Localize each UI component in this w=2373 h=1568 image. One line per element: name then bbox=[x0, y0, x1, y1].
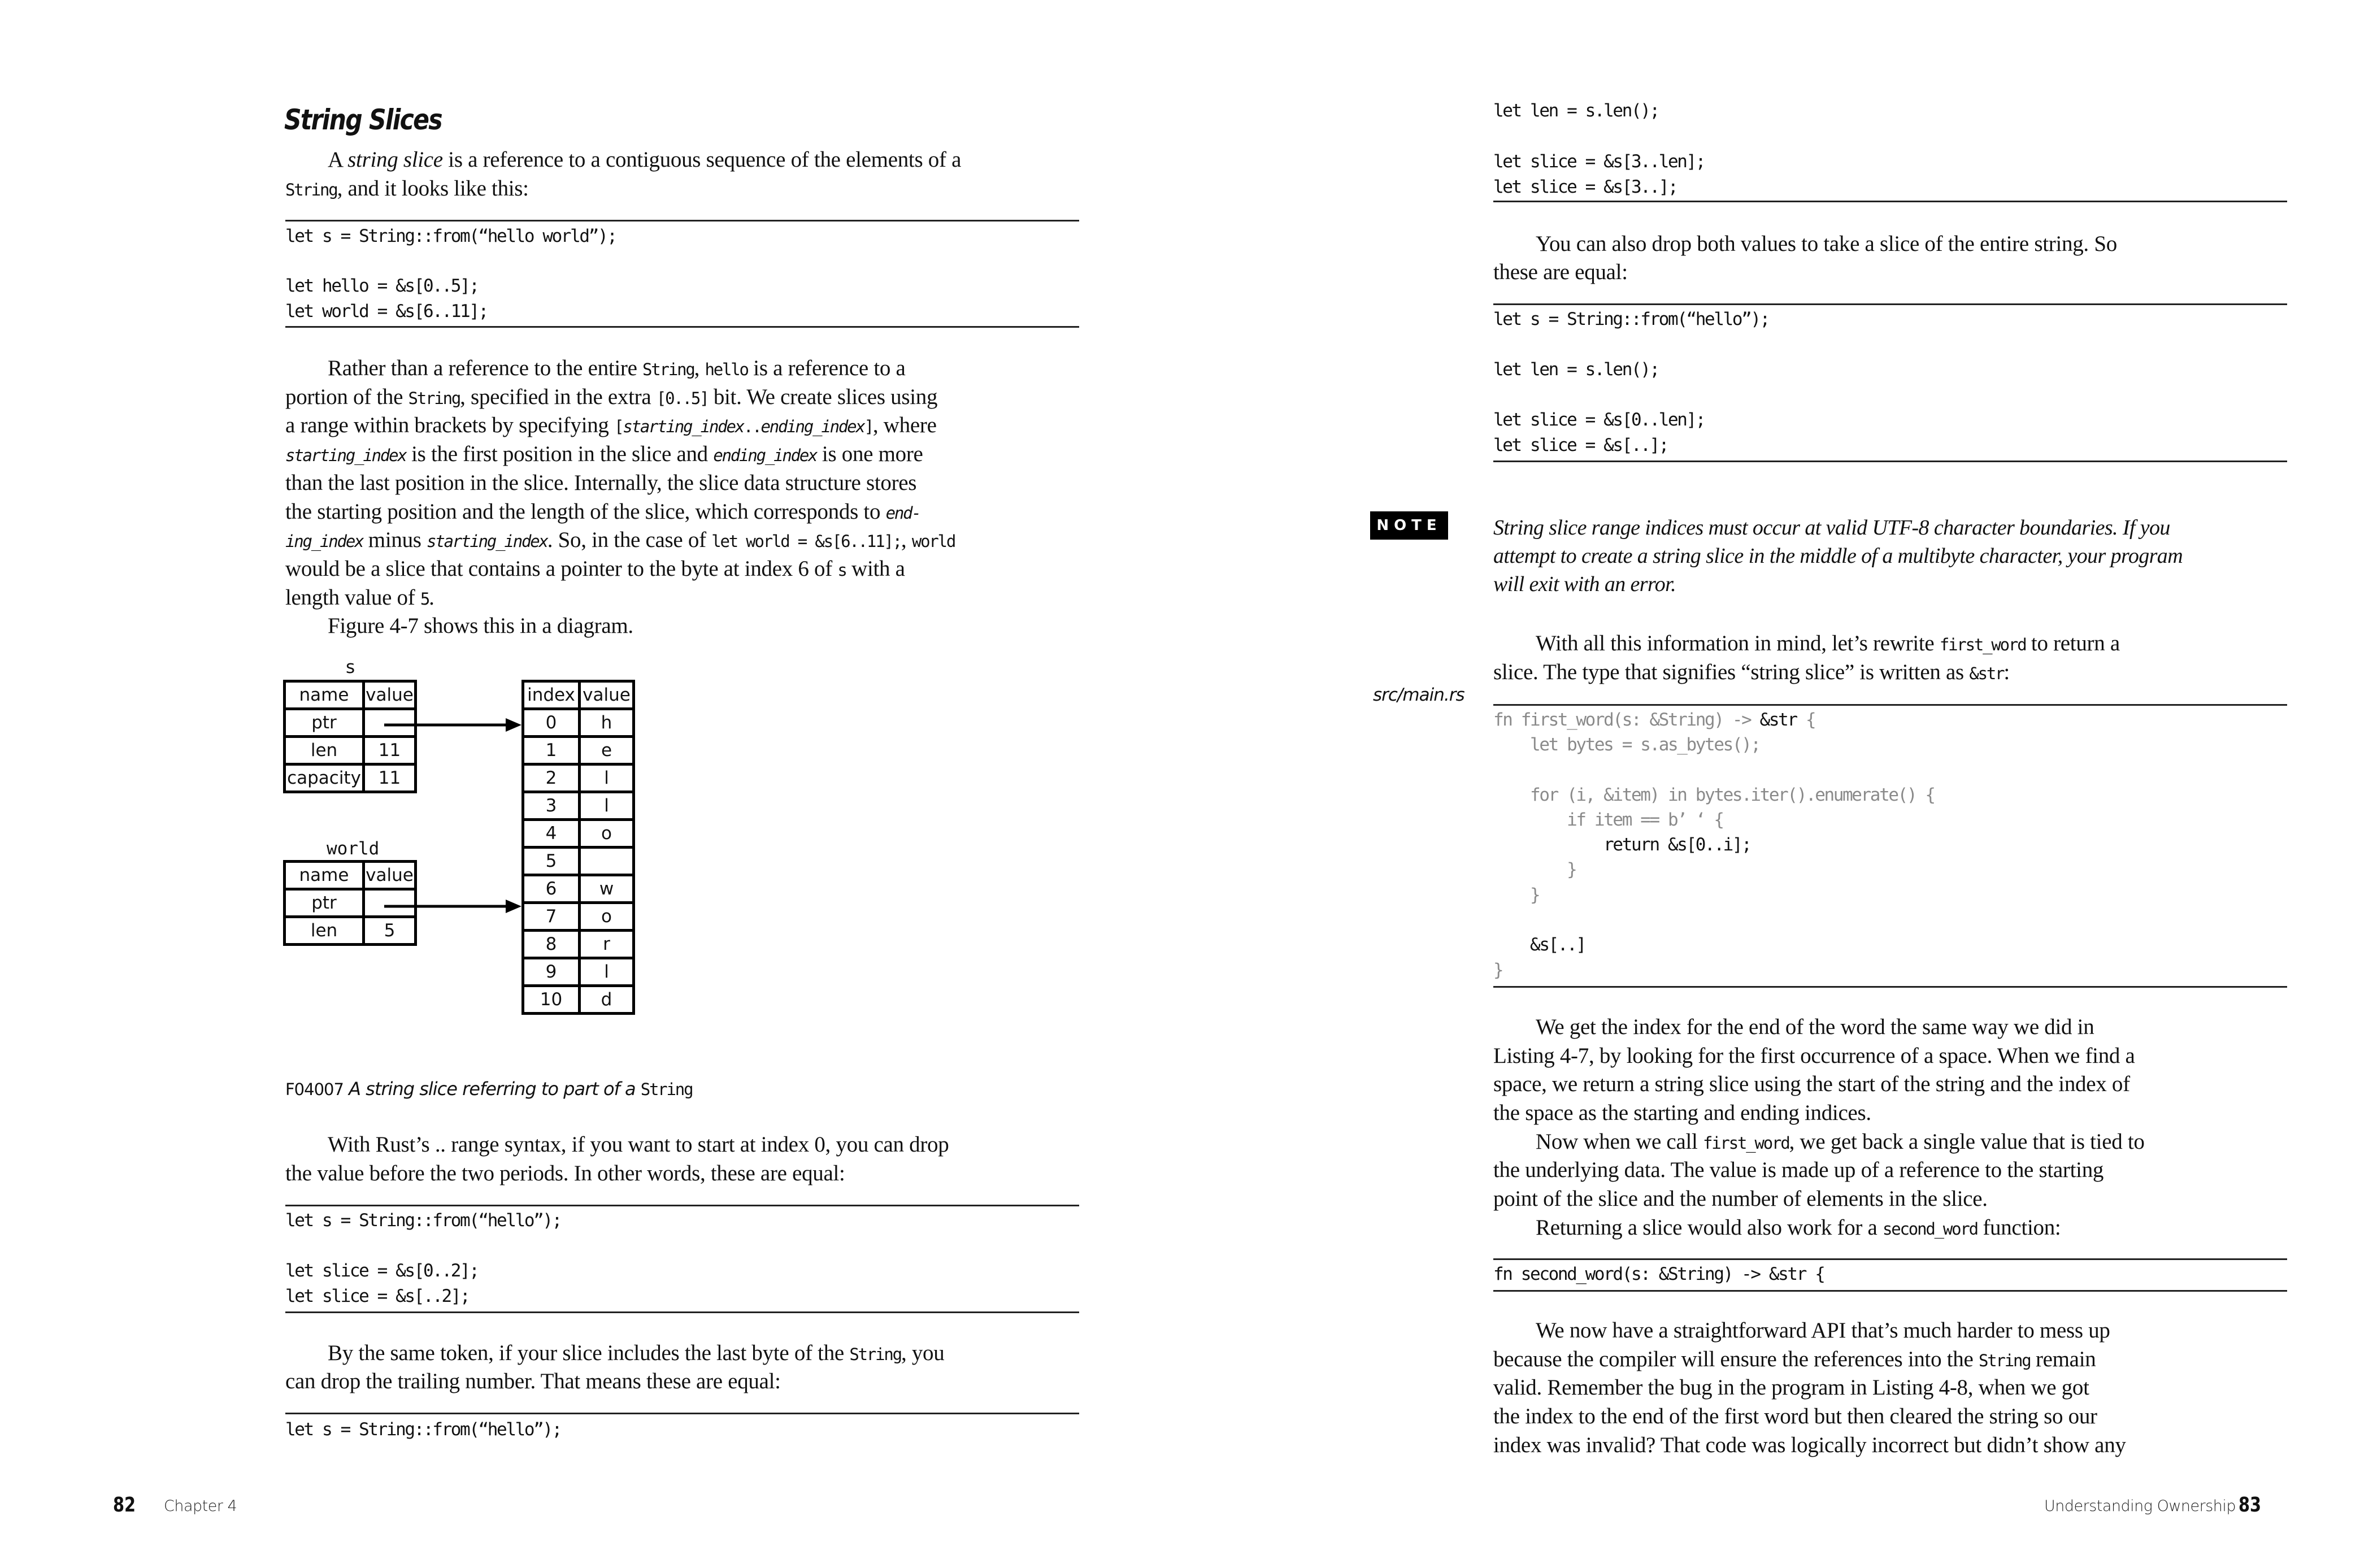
para-line: because the compiler will ensure the references into the String remain bbox=[1493, 1347, 2096, 1371]
para-line: the starting position and the length of the slice, which corresponds to end- bbox=[285, 499, 920, 524]
para-line: the index to the end of the first word but then cleared the string so our bbox=[1493, 1404, 2097, 1428]
table-row: 2 l bbox=[523, 765, 634, 792]
caption-text: A string slice referring to part of a bbox=[349, 1078, 636, 1100]
para-line: slice. The type that signifies “string slice” is written as &str: bbox=[1493, 660, 2010, 684]
para-line: Rather than a reference to the entire String, hello is a reference to a bbox=[328, 356, 906, 380]
para-line: the space as the starting and ending indices. bbox=[1493, 1101, 1871, 1125]
s-ptr-arrow-icon bbox=[384, 718, 521, 732]
figure-caption bbox=[285, 1078, 692, 1100]
world-ptr-arrow-icon bbox=[384, 900, 521, 913]
code-line: let hello = &s[0..5]; bbox=[285, 276, 479, 296]
code-line: let slice = &s[3..]; bbox=[1493, 177, 1677, 197]
code-rule-bottom bbox=[285, 1311, 1079, 1313]
code-line: } bbox=[1493, 859, 1576, 880]
code-line: let slice = &s[..]; bbox=[1493, 435, 1668, 455]
table-row: capacity 11 bbox=[285, 765, 416, 792]
code-line: let world = &s[6..11]; bbox=[285, 301, 488, 322]
para-line: Listing 4-7, by looking for the first occurrence of a space. When we find a bbox=[1493, 1044, 2135, 1068]
para-line: We now have a straightforward API that’s much harder to mess up bbox=[1536, 1318, 2110, 1343]
code-line: &s[..] bbox=[1493, 935, 1585, 955]
code-line: let s = String::from(“hello world”); bbox=[285, 226, 616, 246]
para-line: With all this information in mind, let’s rewrite first_word to return a bbox=[1536, 631, 2120, 655]
note-badge: NOTE bbox=[1370, 511, 1448, 540]
table-row: ptr bbox=[285, 889, 416, 917]
table-row: len 5 bbox=[285, 917, 416, 945]
intro-line-2: String, and it looks like this: bbox=[285, 176, 529, 201]
code-line: } bbox=[1493, 960, 1503, 980]
table-row: 7 o bbox=[523, 903, 634, 931]
listing-filename: src/main.rs bbox=[1373, 685, 1464, 705]
para-line: the underlying data. The value is made up of a reference to the starting bbox=[1493, 1158, 2104, 1182]
code-line: if item == b’ ‘ { bbox=[1493, 810, 1723, 830]
table-header: index bbox=[523, 681, 580, 709]
table-header: value bbox=[364, 681, 416, 709]
code-line: let slice = &s[0..2]; bbox=[285, 1261, 479, 1281]
running-head: Chapter 4 bbox=[164, 1497, 237, 1515]
para-line: a range within brackets by specifying [starting_index..ending_index], where bbox=[285, 413, 937, 437]
code-line: let bytes = s.as_bytes(); bbox=[1493, 735, 1760, 755]
code-rule-top bbox=[285, 1413, 1079, 1414]
para-line: point of the slice and the number of elements in the slice. bbox=[1493, 1187, 1988, 1211]
para-line: ing_index minus starting_index. So, in the case of let world = &s[6..11];, world bbox=[285, 528, 955, 552]
table-header: value bbox=[580, 681, 634, 709]
s-table-label: s bbox=[346, 657, 355, 677]
code-rule-bottom bbox=[1493, 461, 2287, 462]
table-row: 10 d bbox=[523, 986, 634, 1014]
table-row: 6 w bbox=[523, 875, 634, 903]
table-row: 0 h bbox=[523, 709, 634, 737]
code-line: let slice = &s[3..len]; bbox=[1493, 151, 1705, 172]
code-rule-top bbox=[1493, 303, 2287, 305]
caption-code: String bbox=[640, 1080, 693, 1099]
code-line: let s = String::from(“hello”); bbox=[285, 1419, 561, 1440]
code-rule-top bbox=[285, 1205, 1079, 1206]
pointer-arrows bbox=[384, 715, 525, 918]
para-line: index was invalid? That code was logically incorrect but didn’t show any bbox=[1493, 1433, 2126, 1457]
code-line: let slice = &s[0..len]; bbox=[1493, 410, 1705, 430]
bytes-table bbox=[521, 680, 635, 1015]
code-rule-top bbox=[1493, 1258, 2287, 1260]
table-header: name bbox=[285, 681, 364, 709]
para-line: We get the index for the end of the word the same way we did in bbox=[1536, 1015, 2094, 1039]
para-line: than the last position in the slice. Internally, the slice data structure stores bbox=[285, 471, 917, 495]
table-row: 3 l bbox=[523, 792, 634, 820]
running-head: Understanding Ownership bbox=[2044, 1497, 2236, 1515]
code-rule-bottom bbox=[285, 326, 1079, 328]
note-line: attempt to create a string slice in the middle of a multibyte character, your program bbox=[1493, 544, 2183, 568]
para-line: Now when we call first_word, we get back a single value that is tied to bbox=[1536, 1130, 2145, 1154]
para-line: starting_index is the first position in the slice and ending_index is one more bbox=[285, 442, 923, 466]
code-line: return &s[0..i]; bbox=[1493, 835, 1751, 855]
para-line: space, we return a string slice using the start of the string and the index of bbox=[1493, 1072, 2130, 1096]
code-line: let len = s.len(); bbox=[1493, 101, 1659, 121]
table-row: ptr bbox=[285, 709, 416, 737]
table-row: 5 bbox=[523, 848, 634, 875]
para-line: By the same token, if your slice includes the last byte of the String, you bbox=[328, 1341, 945, 1365]
code-line: } bbox=[1493, 885, 1540, 905]
code-line: let s = String::from(“hello”); bbox=[1493, 309, 1769, 329]
para-line: can drop the trailing number. That means these are equal: bbox=[285, 1369, 781, 1393]
para-line: length value of 5. bbox=[285, 585, 434, 610]
table-row: 9 l bbox=[523, 958, 634, 986]
table-row: 4 o bbox=[523, 820, 634, 848]
section-title: String Slices bbox=[284, 103, 442, 136]
code-rule-bottom bbox=[1493, 1290, 2287, 1292]
figure-reference: Figure 4-7 shows this in a diagram. bbox=[328, 614, 633, 638]
code-rule-top bbox=[285, 220, 1079, 221]
para-line: would be a slice that contains a pointer to the byte at index 6 of s with a bbox=[285, 557, 905, 581]
table-row: 8 r bbox=[523, 931, 634, 958]
note-line: String slice range indices must occur at valid UTF-8 character boundaries. If you bbox=[1493, 516, 2170, 540]
page-number: 83 bbox=[2239, 1493, 2262, 1517]
para-line: valid. Remember the bug in the program in Listing 4-8, when we got bbox=[1493, 1375, 2089, 1400]
table-row: 1 e bbox=[523, 737, 634, 765]
para-line: these are equal: bbox=[1493, 260, 1628, 284]
code-line: let len = s.len(); bbox=[1493, 359, 1659, 380]
page-number: 82 bbox=[113, 1493, 136, 1517]
code-rule-bottom bbox=[1493, 201, 2287, 202]
intro-line-1: A string slice is a reference to a contiguous sequence of the elements of a bbox=[328, 147, 962, 172]
para-line: the value before the two periods. In other words, these are equal: bbox=[285, 1161, 845, 1185]
table-row: len 11 bbox=[285, 737, 416, 765]
world-table-label: world bbox=[327, 839, 380, 859]
para-line: portion of the String, specified in the extra [0..5] bit. We create slices using bbox=[285, 385, 938, 409]
note-line: will exit with an error. bbox=[1493, 572, 1676, 596]
code-rule-bottom bbox=[1493, 986, 2287, 988]
code-line: fn first_word(s: &String) -> &str { bbox=[1493, 710, 1815, 730]
code-line: let s = String::from(“hello”); bbox=[285, 1210, 561, 1231]
figure-id: F04007 bbox=[285, 1080, 344, 1099]
table-header: name bbox=[285, 862, 364, 889]
code-line: let slice = &s[..2]; bbox=[285, 1286, 470, 1306]
para-line: You can also drop both values to take a slice of the entire string. So bbox=[1536, 232, 2117, 256]
code-line: for (i, &item) in bytes.iter().enumerate() { bbox=[1493, 785, 1935, 805]
para-line: With Rust’s .. range syntax, if you want to start at index 0, you can drop bbox=[328, 1132, 949, 1157]
code-line: fn second_word(s: &String) -> &str { bbox=[1493, 1264, 1824, 1284]
table-header: value bbox=[364, 862, 416, 889]
code-rule-top bbox=[1493, 704, 2287, 706]
para-line: Returning a slice would also work for a second_word function: bbox=[1536, 1215, 2061, 1240]
